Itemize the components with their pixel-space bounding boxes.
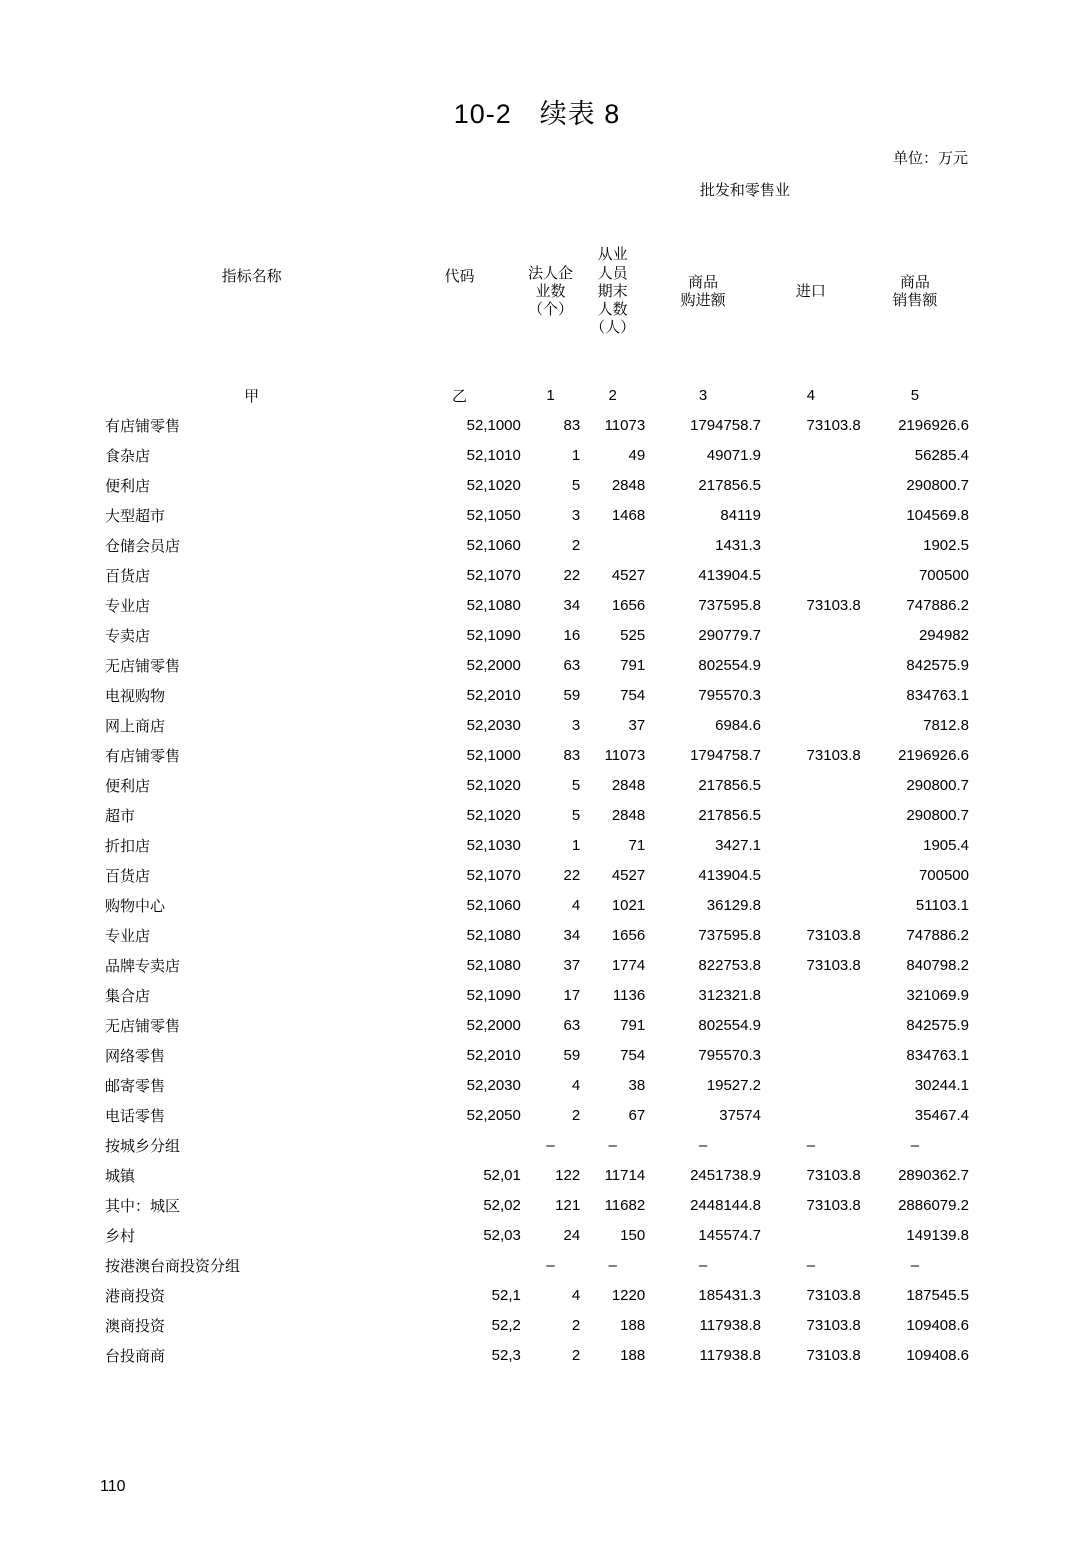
row-value-5: 842575.9	[906, 656, 969, 674]
row-value-2: 150	[620, 1226, 646, 1244]
row-value-3: 795570.3	[698, 686, 761, 704]
row-value-1: 3	[571, 716, 581, 734]
row-value-1: 22	[563, 866, 581, 884]
row-value-3: 822753.8	[698, 956, 761, 974]
row-value-3: 36129.8	[706, 896, 761, 914]
row-value-4	[761, 860, 861, 890]
row-value-5: 187545.5	[906, 1286, 969, 1304]
row-code: 52,1000	[466, 416, 521, 434]
row-code: 52,3	[491, 1346, 521, 1364]
row-value-3: 117938.8	[699, 1316, 761, 1334]
row-label: 城镇	[105, 1167, 136, 1185]
row-value-1: 17	[563, 986, 581, 1004]
row-value-2: 11073	[604, 416, 646, 434]
row-value-4: 73103.8	[806, 956, 861, 974]
row-code	[398, 1130, 521, 1160]
row-code: 52,1090	[466, 986, 521, 1004]
row-label: 网络零售	[105, 1047, 166, 1065]
row-value-1: 16	[563, 626, 581, 644]
page-number: 110	[100, 1478, 126, 1495]
row-value-2: 1656	[611, 596, 646, 614]
row-value-1: 37	[563, 956, 581, 974]
row-value-2: 11073	[604, 746, 646, 764]
row-value-5: 1905.4	[923, 836, 969, 854]
row-value-1: 3	[571, 506, 581, 524]
row-label: 无店铺零售	[105, 1017, 181, 1035]
row-label: 有店铺零售	[105, 417, 181, 435]
table-row	[105, 950, 969, 980]
row-value-4: 73103.8	[806, 1346, 861, 1364]
row-value-1: 2	[571, 1346, 581, 1364]
marker-col-1: 1	[546, 386, 555, 404]
header-col-imports: 进口	[795, 282, 826, 300]
unit-label: 单位：万元	[892, 150, 968, 167]
row-value-1: 1	[571, 446, 581, 464]
row-value-3: 3427.1	[715, 836, 761, 854]
row-value-1: –	[546, 1136, 555, 1154]
row-value-4	[761, 560, 861, 590]
row-value-2: 67	[628, 1106, 646, 1124]
table-row	[105, 1280, 969, 1310]
table-row	[105, 1310, 969, 1340]
row-value-4	[761, 620, 861, 650]
row-value-2: 2848	[611, 776, 646, 794]
row-value-5: 290800.7	[906, 476, 969, 494]
row-value-2: 1220	[611, 1286, 646, 1304]
row-value-1: 5	[571, 806, 581, 824]
row-code: 52,2000	[466, 656, 521, 674]
row-value-5: 30244.1	[914, 1076, 969, 1094]
row-code: 52,1060	[466, 896, 521, 914]
table-row	[105, 1220, 969, 1250]
table-row	[105, 830, 969, 860]
header-code: 代码	[444, 267, 475, 285]
row-value-3: 802554.9	[698, 656, 761, 674]
row-value-3: 117938.8	[699, 1346, 761, 1364]
table-row	[105, 650, 969, 680]
table-row	[105, 620, 969, 650]
row-value-2: 525	[620, 626, 646, 644]
row-value-2: 11714	[604, 1166, 646, 1184]
row-value-1: 22	[563, 566, 581, 584]
marker-yi: 乙	[452, 387, 468, 405]
row-value-2: 11682	[604, 1196, 646, 1214]
row-value-3: 312321.8	[698, 986, 761, 1004]
table-row	[105, 980, 969, 1010]
row-code: 52,1070	[466, 866, 521, 884]
page-title: 10-2 续表 8	[453, 99, 621, 129]
row-value-3: –	[698, 1256, 708, 1274]
row-value-1: 63	[563, 656, 581, 674]
row-value-3: 2451738.9	[690, 1166, 761, 1184]
row-value-4: –	[806, 1136, 816, 1154]
row-label: 台投商商	[105, 1347, 166, 1365]
row-value-3: 802554.9	[698, 1016, 761, 1034]
table-row	[105, 1010, 969, 1040]
row-value-5: 149139.8	[906, 1226, 969, 1244]
table-row	[105, 1160, 969, 1190]
row-value-5: 2196926.6	[898, 416, 969, 434]
row-label: 澳商投资	[105, 1317, 166, 1335]
row-value-4	[761, 890, 861, 920]
row-label: 港商投资	[105, 1287, 166, 1305]
row-label: 按港澳台商投资分组	[105, 1257, 241, 1275]
row-value-5: 840798.2	[906, 956, 969, 974]
row-value-1: 4	[571, 1286, 581, 1304]
row-value-3: 217856.5	[698, 776, 761, 794]
row-value-5: 700500	[918, 866, 969, 884]
table-row	[105, 1190, 969, 1220]
table-row	[105, 680, 969, 710]
row-code: 52,2010	[466, 686, 521, 704]
row-value-2: 4527	[611, 866, 646, 884]
row-value-4	[761, 710, 861, 740]
table-row	[105, 500, 969, 530]
header-marker-row	[105, 380, 969, 410]
row-value-5: 7812.8	[923, 716, 969, 734]
row-value-4	[761, 1040, 861, 1070]
row-value-5: –	[910, 1136, 920, 1154]
row-value-4	[761, 500, 861, 530]
row-value-3: 1431.3	[715, 536, 761, 554]
row-label: 专卖店	[105, 627, 151, 645]
table-row	[105, 770, 969, 800]
header-col-purchases: 商品 购进额	[680, 273, 726, 309]
row-value-4	[761, 470, 861, 500]
row-value-3: 217856.5	[698, 476, 761, 494]
row-code: 52,03	[483, 1226, 521, 1244]
row-label: 百货店	[105, 867, 151, 885]
row-value-1: 2	[571, 536, 581, 554]
row-value-5: 2890362.7	[898, 1166, 969, 1184]
row-value-3: 413904.5	[698, 566, 761, 584]
row-value-1: 34	[563, 926, 581, 944]
row-value-3: 413904.5	[698, 866, 761, 884]
row-value-3: 1794758.7	[690, 746, 761, 764]
table-row	[105, 470, 969, 500]
row-value-5: 747886.2	[906, 596, 969, 614]
row-label: 其中：城区	[105, 1197, 181, 1215]
row-value-2: 2848	[611, 806, 646, 824]
row-value-4	[761, 530, 861, 560]
row-label: 购物中心	[105, 897, 166, 915]
row-value-2: 2848	[611, 476, 646, 494]
row-value-4	[761, 1010, 861, 1040]
row-value-4: 73103.8	[806, 416, 861, 434]
row-value-4: –	[806, 1256, 816, 1274]
row-value-5: 834763.1	[906, 686, 969, 704]
row-code: 52,2030	[466, 1076, 521, 1094]
row-value-3: 19527.2	[706, 1076, 761, 1094]
row-value-4: 73103.8	[806, 746, 861, 764]
table-row	[105, 590, 969, 620]
marker-col-4: 4	[806, 386, 816, 404]
table-row	[105, 440, 969, 470]
row-value-5: 35467.4	[914, 1106, 969, 1124]
row-code: 52,2	[491, 1316, 521, 1334]
row-value-3: –	[698, 1136, 708, 1154]
row-value-3: 1794758.7	[690, 416, 761, 434]
row-value-1: 122	[555, 1166, 581, 1184]
row-value-1: 121	[555, 1196, 581, 1214]
row-value-5: 700500	[918, 566, 969, 584]
row-value-1: 59	[563, 686, 581, 704]
row-value-5: 294982	[918, 626, 969, 644]
row-value-1: 83	[563, 746, 581, 764]
row-value-3: 2448144.8	[690, 1196, 761, 1214]
row-code: 52,2010	[466, 1046, 521, 1064]
marker-col-5: 5	[910, 386, 920, 404]
statistics-table	[105, 174, 969, 1370]
table-row	[105, 1130, 969, 1160]
row-value-2: 37	[628, 716, 646, 734]
header-col-employees: 从业 人员 期末 人数 （人）	[590, 246, 636, 337]
row-label: 仓储会员店	[105, 537, 181, 555]
row-label: 便利店	[105, 477, 151, 495]
row-code: 52,1000	[466, 746, 521, 764]
row-value-4	[761, 1100, 861, 1130]
table-row	[105, 410, 969, 440]
row-value-2: 791	[620, 656, 646, 674]
table-row	[105, 860, 969, 890]
row-value-3: 290779.7	[698, 626, 761, 644]
table-row	[105, 1250, 969, 1280]
row-label: 专业店	[105, 927, 151, 945]
table-row	[105, 1070, 969, 1100]
table-row	[105, 1340, 969, 1370]
row-value-5: 104569.8	[906, 506, 969, 524]
row-value-3: 737595.8	[698, 926, 761, 944]
row-value-2: 754	[620, 1046, 646, 1064]
row-value-5: 290800.7	[906, 776, 969, 794]
row-label: 邮寄零售	[105, 1077, 166, 1095]
row-value-3: 795570.3	[698, 1046, 761, 1064]
row-value-5: 321069.9	[906, 986, 969, 1004]
row-label: 大型超市	[105, 507, 166, 525]
row-value-3: 6984.6	[715, 716, 761, 734]
row-value-5: 1902.5	[923, 536, 969, 554]
table-row	[105, 1040, 969, 1070]
row-value-2: 188	[620, 1346, 646, 1364]
row-value-2: 1774	[611, 956, 646, 974]
row-code: 52,1010	[466, 446, 521, 464]
row-value-3: 737595.8	[698, 596, 761, 614]
row-code: 52,1030	[466, 836, 521, 854]
row-value-3: 37574	[719, 1106, 761, 1124]
table-row	[105, 800, 969, 830]
row-value-1: 24	[563, 1226, 581, 1244]
row-code: 52,01	[483, 1166, 521, 1184]
row-value-4	[761, 1070, 861, 1100]
row-label: 乡村	[105, 1227, 136, 1245]
row-value-4: 73103.8	[806, 1316, 861, 1334]
row-value-2: 188	[620, 1316, 646, 1334]
row-value-5: 109408.6	[906, 1346, 969, 1364]
row-value-4	[761, 650, 861, 680]
row-value-1: 63	[563, 1016, 581, 1034]
row-value-2: 38	[628, 1076, 646, 1094]
row-value-2: –	[608, 1136, 617, 1154]
row-value-5: –	[910, 1256, 920, 1274]
row-code: 52,2030	[466, 716, 521, 734]
row-label: 折扣店	[105, 837, 151, 855]
row-label: 便利店	[105, 777, 151, 795]
row-value-2: 49	[628, 446, 646, 464]
header-col-enterprises: 法人企 业数 （个）	[528, 264, 574, 319]
row-value-3: 145574.7	[698, 1226, 761, 1244]
table-row	[105, 530, 969, 560]
row-value-1: –	[546, 1256, 555, 1274]
row-label: 电视购物	[105, 687, 166, 705]
row-value-5: 109408.6	[906, 1316, 969, 1334]
row-value-5: 747886.2	[906, 926, 969, 944]
row-value-1: 2	[571, 1316, 581, 1334]
row-code: 52,1080	[466, 956, 521, 974]
row-code: 52,1020	[466, 806, 521, 824]
table-row	[105, 920, 969, 950]
row-value-1: 34	[563, 596, 581, 614]
row-code: 52,1070	[466, 566, 521, 584]
table-row	[105, 740, 969, 770]
header-col-sales: 商品 销售额	[892, 273, 938, 309]
row-value-4	[761, 440, 861, 470]
row-value-1: 2	[571, 1106, 581, 1124]
table-row	[105, 560, 969, 590]
header-group-row	[105, 174, 969, 204]
row-value-3: 49071.9	[706, 446, 761, 464]
row-value-4: 73103.8	[806, 1286, 861, 1304]
row-label: 食杂店	[105, 447, 151, 465]
row-value-2: 1656	[611, 926, 646, 944]
row-label: 有店铺零售	[105, 747, 181, 765]
row-value-5: 2886079.2	[898, 1196, 969, 1214]
row-value-4: 73103.8	[806, 926, 861, 944]
row-code: 52,1060	[466, 536, 521, 554]
row-code: 52,1050	[466, 506, 521, 524]
row-label: 按城乡分组	[105, 1137, 181, 1155]
row-code: 52,2050	[466, 1106, 521, 1124]
row-label: 集合店	[105, 987, 151, 1005]
row-label: 电话零售	[105, 1107, 166, 1125]
row-value-5: 834763.1	[906, 1046, 969, 1064]
row-label: 无店铺零售	[105, 657, 181, 675]
row-value-4	[761, 830, 861, 860]
row-label: 专业店	[105, 597, 151, 615]
marker-col-2: 2	[608, 386, 617, 404]
row-code: 52,1080	[466, 596, 521, 614]
row-value-5: 56285.4	[914, 446, 969, 464]
row-label: 品牌专卖店	[105, 957, 181, 975]
row-value-2: 1136	[612, 986, 646, 1004]
row-value-3: 217856.5	[698, 806, 761, 824]
row-code: 52,2000	[466, 1016, 521, 1034]
header-indicator-name: 指标名称	[221, 267, 282, 285]
row-code: 52,1080	[466, 926, 521, 944]
row-value-5: 842575.9	[906, 1016, 969, 1034]
row-value-5: 2196926.6	[898, 746, 969, 764]
table-body	[105, 410, 969, 1370]
row-value-4: 73103.8	[806, 1196, 861, 1214]
row-value-1: 4	[571, 1076, 581, 1094]
row-value-2: 71	[628, 836, 646, 854]
row-value-4: 73103.8	[806, 596, 861, 614]
row-value-1: 4	[571, 896, 581, 914]
row-code: 52,02	[483, 1196, 521, 1214]
row-label: 超市	[105, 807, 136, 825]
row-value-4	[761, 1220, 861, 1250]
row-value-2: –	[608, 1256, 617, 1274]
row-code	[398, 1250, 521, 1280]
row-value-2: 791	[620, 1016, 646, 1034]
row-value-2	[580, 530, 645, 560]
row-value-4	[761, 770, 861, 800]
row-value-1: 5	[571, 476, 581, 494]
marker-col-3: 3	[698, 386, 708, 404]
row-value-4	[761, 800, 861, 830]
row-value-2: 754	[620, 686, 646, 704]
row-value-1: 5	[571, 776, 581, 794]
row-value-5: 290800.7	[906, 806, 969, 824]
row-value-4: 73103.8	[806, 1166, 861, 1184]
table-row	[105, 710, 969, 740]
row-value-5: 51103.1	[915, 896, 969, 914]
row-value-1: 83	[563, 416, 581, 434]
document-page	[0, 92, 1074, 1550]
row-value-2: 4527	[611, 566, 646, 584]
row-value-4	[761, 980, 861, 1010]
row-value-4	[761, 680, 861, 710]
header-group-wholesale-retail: 批发和零售业	[699, 181, 790, 199]
row-value-1: 59	[563, 1046, 581, 1064]
row-value-2: 1468	[611, 506, 646, 524]
row-value-1: 1	[571, 836, 581, 854]
row-value-2: 1021	[611, 896, 646, 914]
marker-jia: 甲	[244, 387, 260, 405]
row-code: 52,1	[491, 1286, 521, 1304]
row-code: 52,1020	[466, 776, 521, 794]
table-row	[105, 1100, 969, 1130]
table-head	[105, 174, 969, 410]
row-value-3: 185431.3	[698, 1286, 761, 1304]
row-code: 52,1020	[466, 476, 521, 494]
row-label: 网上商店	[105, 717, 166, 735]
row-label: 百货店	[105, 567, 151, 585]
table-row	[105, 890, 969, 920]
row-value-3: 84119	[720, 506, 761, 524]
row-code: 52,1090	[466, 626, 521, 644]
